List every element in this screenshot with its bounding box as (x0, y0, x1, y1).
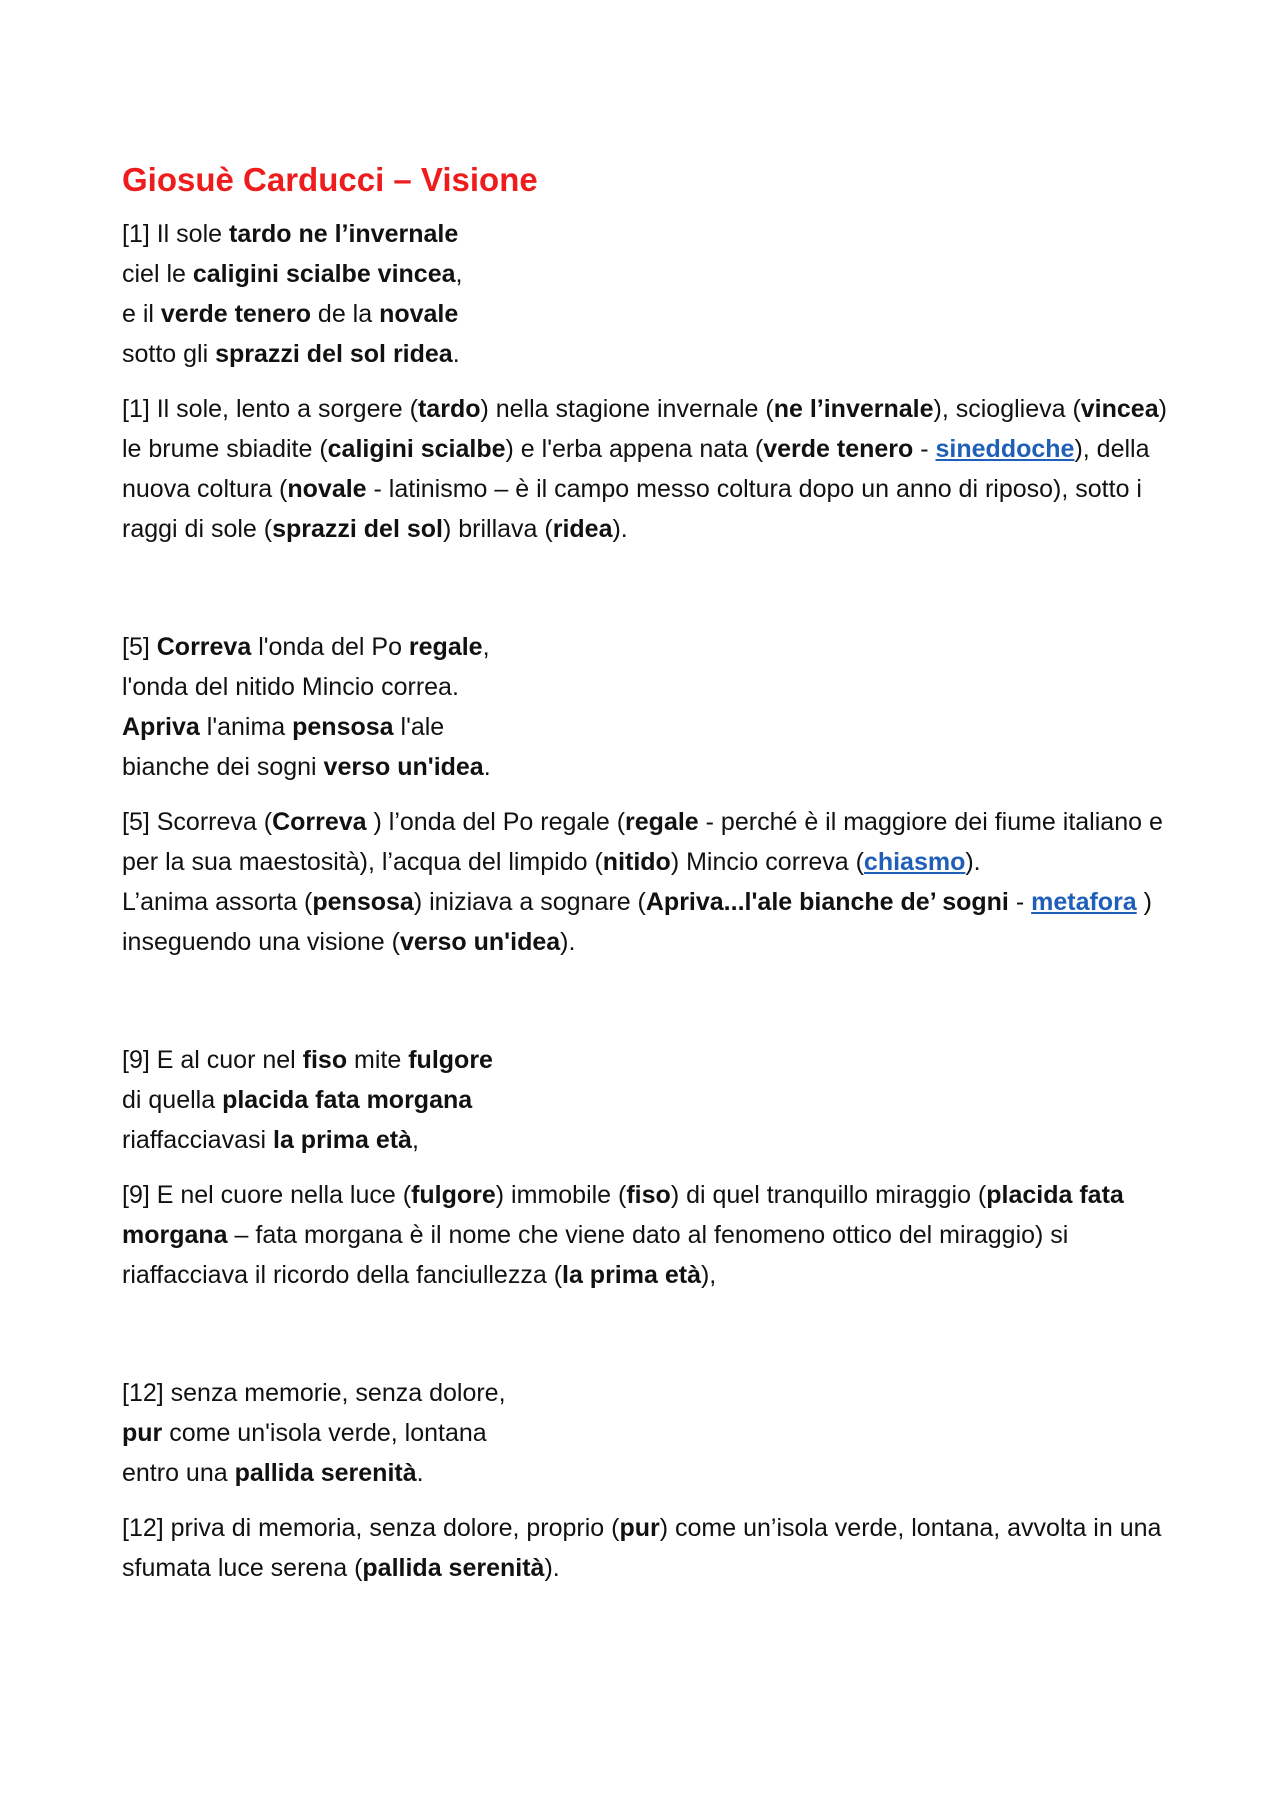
bold-term: Correva (156, 633, 252, 661)
text: ) nella stagione invernale ( (480, 395, 774, 423)
paraphrase-4 (122, 1508, 1182, 1588)
text: de la (310, 300, 380, 328)
text: [5] Scorreva ( (122, 808, 273, 836)
text: - perché è il maggiore dei fiume italiano e per la sua maestosità), l’acqua del limpido ( (122, 808, 1163, 876)
poem-line (122, 1413, 1182, 1453)
bold-term: regale (625, 808, 699, 836)
poem-line (122, 294, 1182, 334)
bold-term: pallida serenità (362, 1554, 545, 1582)
text: ciel le (122, 260, 193, 288)
text: ) l’onda del Po regale ( (366, 808, 626, 836)
link-sineddoche[interactable]: sineddoche (935, 435, 1075, 463)
poem-stanza-3 (122, 1040, 1182, 1160)
text: l'ale (393, 713, 445, 741)
bold-term: verde tenero (160, 300, 311, 328)
text: di quella (122, 1086, 223, 1114)
bold-term: sprazzi del sol ridea (215, 340, 453, 368)
poem-line (122, 1120, 1182, 1160)
text: [12] priva di memoria, senza dolore, proprio ( (122, 1514, 620, 1542)
bold-term: tardo ne l’invernale (229, 220, 459, 248)
bold-term: pensosa (292, 713, 394, 741)
bold-term: verso un'idea (323, 753, 484, 781)
text: l'anima (199, 713, 293, 741)
text: , (482, 633, 490, 661)
text: riaffacciavasi (122, 1126, 273, 1154)
poem-line (122, 1453, 1182, 1493)
bold-term: fulgore (408, 1046, 493, 1074)
poem-stanza-2 (122, 627, 1182, 787)
text: . (483, 753, 491, 781)
text: bianche dei sogni (122, 753, 324, 781)
document-title: Giosuè Carducci – Visione (122, 161, 538, 198)
text: [1] Il sole (122, 220, 229, 248)
bold-term: verde tenero (763, 435, 914, 463)
text: ), (700, 1261, 717, 1289)
bold-term: placida fata morgana (122, 1181, 1124, 1249)
bold-term: caligini scialbe vincea (192, 260, 456, 288)
bold-term: Apriva (122, 713, 200, 741)
text: ) di quel tranquillo miraggio ( (670, 1181, 987, 1209)
text: l'onda del Po (251, 633, 409, 661)
bold-term: regale (408, 633, 483, 661)
text: ) immobile ( (495, 1181, 627, 1209)
text: [9] E nel cuore nella luce ( (122, 1181, 412, 1209)
bold-term: fiso (626, 1181, 671, 1209)
text: ) iniziava a sognare ( (413, 888, 646, 916)
bold-term: nitido (602, 848, 671, 876)
text: sotto gli (122, 340, 216, 368)
text: ). (544, 1554, 560, 1582)
paraphrase-3 (122, 1175, 1182, 1295)
document-page (122, 160, 1182, 1588)
text: ) Mincio correva ( (670, 848, 864, 876)
text: [1] Il sole, lento a sorgere ( (122, 395, 418, 423)
poem-line (122, 1040, 1182, 1080)
poem-line (122, 667, 1182, 707)
text: , (455, 260, 463, 288)
poem-line (122, 214, 1182, 254)
bold-term: ridea (552, 515, 613, 543)
text: entro una (122, 1459, 235, 1487)
bold-term: verso un'idea (399, 928, 561, 956)
text: come un'isola verde, lontana (162, 1419, 487, 1447)
text: – fata morgana è il nome che viene dato al fenomeno ottico del miraggio) si riaffacciava il ricordo della fanciullezza ( (122, 1221, 1069, 1289)
bold-term: vincea (1080, 395, 1159, 423)
link-chiasmo[interactable]: chiasmo (863, 848, 966, 876)
paraphrase-2 (122, 802, 1182, 962)
paraphrase-1 (122, 389, 1182, 549)
bold-term: sprazzi del sol (272, 515, 443, 543)
bold-term: fiso (302, 1046, 348, 1074)
text: - (913, 435, 936, 463)
text: ), scioglieva ( (933, 395, 1081, 423)
bold-term: novale (287, 475, 367, 503)
text: ), della nuova coltura ( (122, 435, 1150, 503)
poem-line (122, 1080, 1182, 1120)
text: - (1008, 888, 1032, 916)
poem-line (122, 627, 1182, 667)
bold-term: pur (619, 1514, 660, 1542)
bold-term: ne l’invernale (773, 395, 934, 423)
bold-term: pallida serenità (234, 1459, 417, 1487)
bold-term: fulgore (411, 1181, 496, 1209)
bold-term: placida fata morgana (222, 1086, 473, 1114)
text: , (411, 1126, 419, 1154)
text: . (452, 340, 460, 368)
bold-term: pur (122, 1419, 163, 1447)
poem-line (122, 334, 1182, 374)
text: [12] senza memorie, senza dolore, (122, 1379, 506, 1407)
bold-term: caligini scialbe (327, 435, 506, 463)
text: ). (612, 515, 628, 543)
text: [5] (122, 633, 157, 661)
text: ) come un’isola verde, lontana, avvolta in una sfumata luce serena ( (122, 1514, 1162, 1582)
bold-term: novale (379, 300, 459, 328)
poem-line (122, 747, 1182, 787)
text: e il (122, 300, 161, 328)
text: ) e l'erba appena nata ( (505, 435, 764, 463)
bold-term: Apriva...l'ale bianche de’ sogni (645, 888, 1009, 916)
text: . (416, 1459, 424, 1487)
poem-line (122, 254, 1182, 294)
text: ) inseguendo una visione ( (122, 888, 1152, 956)
text: ) le brume sbiadite ( (122, 395, 1167, 463)
text: [9] E al cuor nel (122, 1046, 303, 1074)
text: - latinismo – è il campo messo coltura dopo un anno di riposo), sotto i raggi di sole ( (122, 475, 1142, 543)
bold-term: tardo (417, 395, 481, 423)
poem-stanza-4 (122, 1373, 1182, 1493)
text: ). (965, 848, 981, 876)
text: mite (347, 1046, 409, 1074)
poem-line (122, 707, 1182, 747)
link-metafora[interactable]: metafora (1031, 888, 1137, 916)
bold-term: la prima età (562, 1261, 701, 1289)
poem-line (122, 1373, 1182, 1413)
bold-term: la prima età (273, 1126, 412, 1154)
poem-stanza-1 (122, 214, 1182, 374)
bold-term: Correva (272, 808, 367, 836)
bold-term: pensosa (312, 888, 414, 916)
text: l'onda del nitido Mincio correa. (122, 673, 459, 701)
text: ). (560, 928, 576, 956)
text: L’anima assorta ( (122, 888, 313, 916)
text: ) brillava ( (442, 515, 553, 543)
